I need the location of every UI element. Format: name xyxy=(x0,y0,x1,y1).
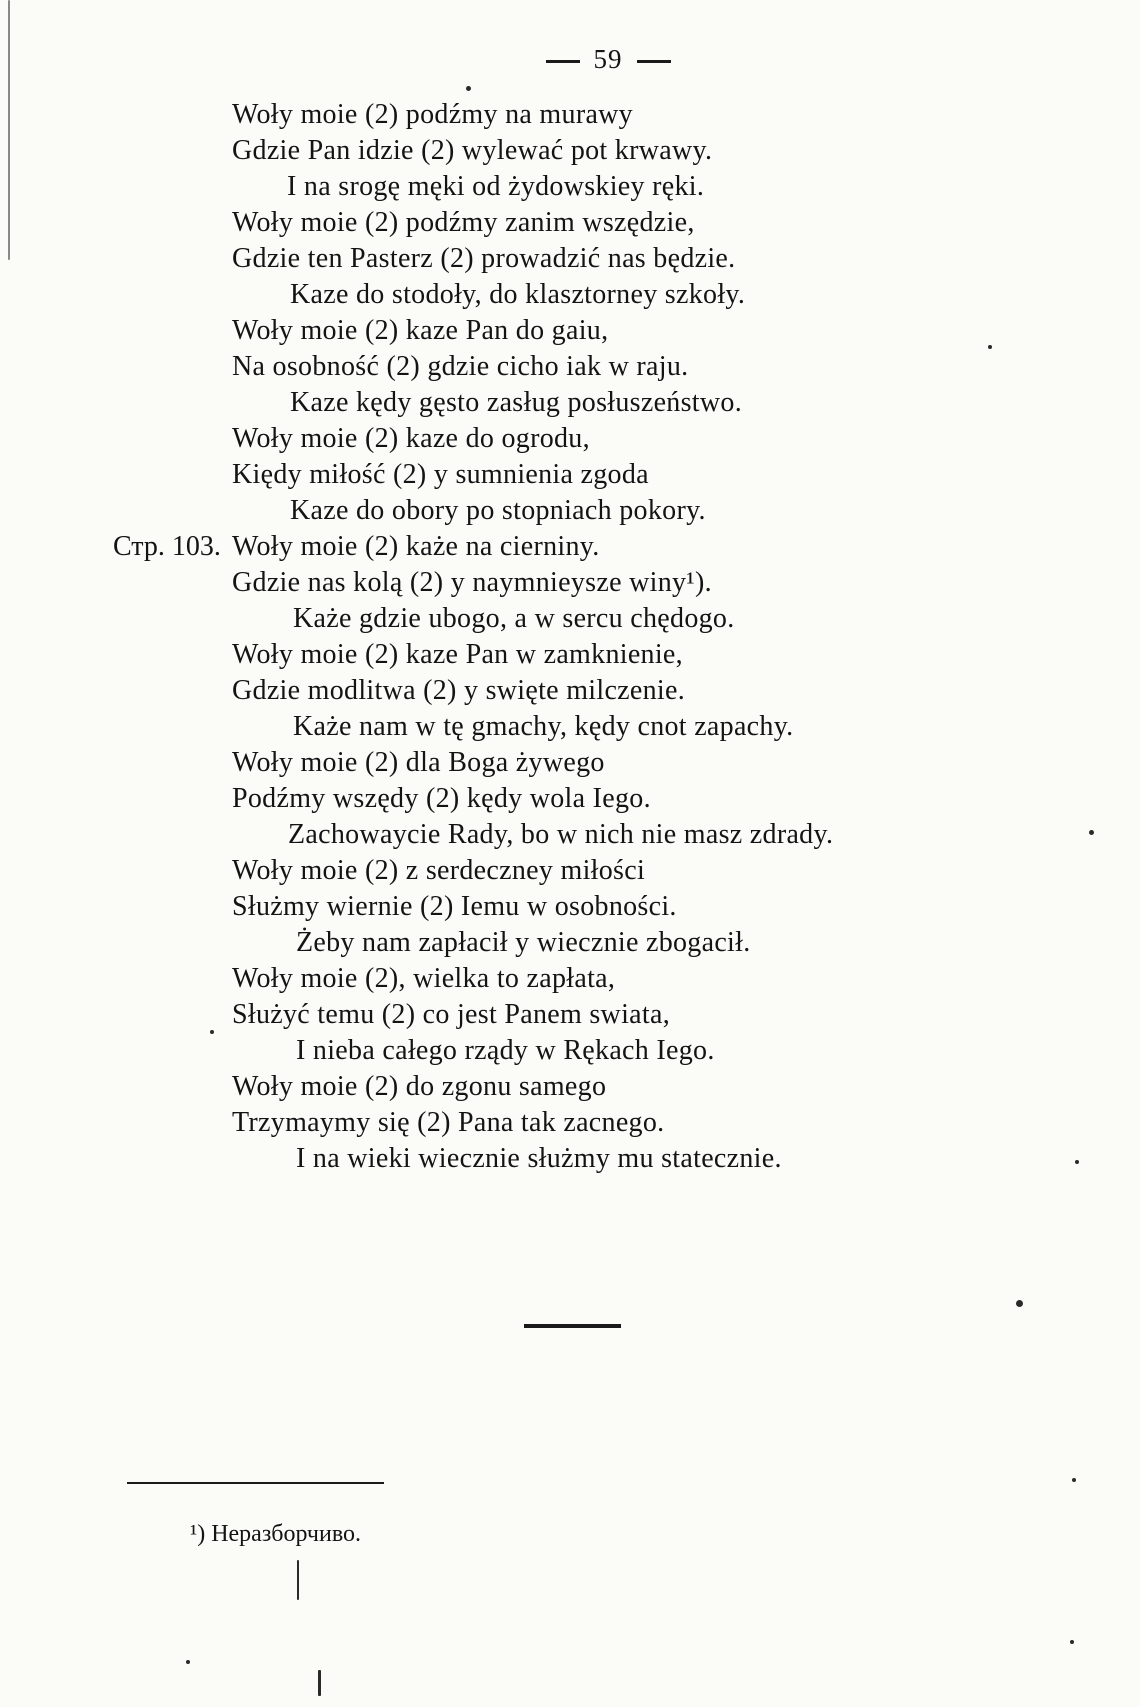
scan-speck xyxy=(1070,1640,1074,1644)
poem-line: Żeby nam zapłacił y wiecznie zbogacił. xyxy=(296,927,751,958)
scan-speck xyxy=(297,1560,299,1600)
scan-speck xyxy=(318,1670,321,1696)
section-divider xyxy=(524,1324,621,1328)
poem-line: I na srogę męki od żydowskiey ręki. xyxy=(287,171,705,202)
poem-line: Trzymaymy się (2) Pana tak zacnego. xyxy=(232,1107,665,1138)
poem-line: Każe gdzie ubogo, a w sercu chędogo. xyxy=(293,603,735,634)
footnote-text: Неразборчиво. xyxy=(211,1521,361,1547)
margin-page-reference: Стр. 103. xyxy=(113,531,221,562)
poem-line: Woły moie (2) podźmy na murawy xyxy=(232,99,633,130)
poem-line: Podźmy wszędy (2) kędy wola Iego. xyxy=(232,783,651,814)
footnote xyxy=(190,1518,361,1550)
poem-line: Woły moie (2) każe na cierniny. xyxy=(232,531,600,562)
poem-line: Gdzie ten Pasterz (2) prowadzić nas będzie. xyxy=(232,243,736,274)
poem-line: Kiędy miłość (2) y sumnienia zgoda xyxy=(232,459,649,490)
page-number-dash-left xyxy=(546,60,580,63)
poem-line: Woły moie (2) dla Boga żywego xyxy=(232,747,605,778)
scan-speck xyxy=(8,0,10,260)
poem-line: Kaze do stodoły, do klasztorney szkoły. xyxy=(290,279,746,310)
poem-line: Gdzie Pan idzie (2) wylewać pot krwawy. xyxy=(232,135,713,166)
poem-line: Zachowaycie Rady, bo w nich nie masz zdrady. xyxy=(288,819,834,850)
page-number-dash-right xyxy=(637,60,671,63)
poem-line: I nieba całego rządy w Rękach Iego. xyxy=(296,1035,715,1066)
poem-line: Służmy wiernie (2) Iemu w osobności. xyxy=(232,891,677,922)
poem-line: Każe nam w tę gmachy, kędy cnot zapachy. xyxy=(293,711,794,742)
poem-line: Służyć temu (2) co jest Panem swiata, xyxy=(232,999,670,1030)
page-number-text: 59 xyxy=(593,44,623,74)
scan-speck xyxy=(210,1030,214,1034)
scan-speck xyxy=(466,86,471,91)
footnote-marker: ¹) xyxy=(190,1521,206,1547)
poem-line: Woły moie (2) kaze Pan w zamknienie, xyxy=(232,639,683,670)
poem-line: Gdzie modlitwa (2) y swięte milczenie. xyxy=(232,675,686,706)
scan-speck xyxy=(1075,1160,1079,1164)
scan-speck xyxy=(1089,830,1094,835)
poem-line: Kaze do obory po stopniach pokory. xyxy=(290,495,706,526)
page-number xyxy=(38,44,1140,75)
poem-line: Woły moie (2) kaze do ogrodu, xyxy=(232,423,590,454)
poem-line: Woły moie (2), wielka to zapłata, xyxy=(232,963,616,994)
scan-speck xyxy=(1072,1478,1076,1482)
poem-line: Woły moie (2) podźmy zanim wszędzie, xyxy=(232,207,695,238)
scan-speck xyxy=(186,1660,190,1664)
poem-line: I na wieki wiecznie służmy mu statecznie. xyxy=(296,1143,782,1174)
poem-line: Gdzie nas kolą (2) y naymnieysze winy¹). xyxy=(232,567,712,598)
poem-line: Na osobność (2) gdzie cicho iak w raju. xyxy=(232,351,689,382)
poem-line: Woły moie (2) do zgonu samego xyxy=(232,1071,607,1102)
poem-line: Kaze kędy gęsto zasług posłuszeństwo. xyxy=(290,387,742,418)
poem-line: Woły moie (2) z serdeczney miłości xyxy=(232,855,646,886)
footnote-rule xyxy=(127,1482,384,1484)
poem-line: Woły moie (2) kaze Pan do gaiu, xyxy=(232,315,609,346)
scan-speck xyxy=(1016,1300,1023,1307)
scan-speck xyxy=(988,345,992,349)
